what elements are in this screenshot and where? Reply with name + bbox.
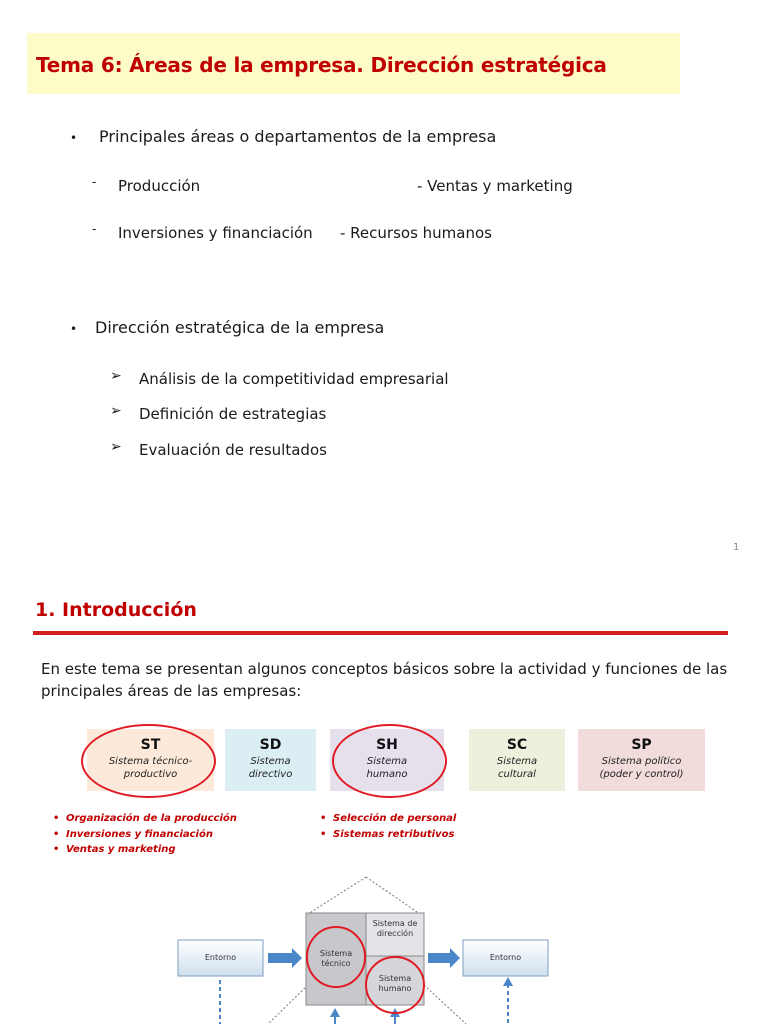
sistema-direccion-label: Sistema de dirección <box>372 919 418 938</box>
pyramid-outline <box>268 985 308 1024</box>
section-title: 1. Introducción <box>35 599 197 621</box>
sub-item-evaluacion: Evaluación de resultados <box>139 441 327 459</box>
system-desc: directivo <box>248 769 293 780</box>
system-code: SD <box>259 737 282 753</box>
area-inversiones: Inversiones y financiación <box>118 224 313 242</box>
area-rrhh: - Recursos humanos <box>340 224 492 242</box>
system-desc: Sistema técnico- <box>108 756 193 767</box>
system-desc: Sistema <box>496 756 538 767</box>
pyramid-outline <box>308 877 366 914</box>
slide1-title: Tema 6: Áreas de la empresa. Dirección estratégica <box>36 53 607 77</box>
bullet-direccion: Dirección estratégica de la empresa <box>95 318 385 337</box>
pyramid-outline <box>366 877 420 914</box>
system-desc: Sistema <box>250 756 291 767</box>
list-item: • Inversiones y financiación <box>53 828 213 840</box>
page-number: 1 <box>733 542 740 553</box>
bullet-dot-icon: • <box>70 322 78 336</box>
dash-icon: - <box>92 222 97 236</box>
area-produccion: Producción <box>118 177 201 195</box>
system-code: SC <box>506 737 528 753</box>
sub-item-estrategias: Definición de estrategias <box>139 405 327 423</box>
list-item: • Ventas y marketing <box>53 844 176 855</box>
system-desc: productivo <box>123 769 178 780</box>
sistema-humano-label: Sistema humano <box>378 974 412 993</box>
bullet-dot-icon: • <box>70 131 78 145</box>
arrow-right-icon <box>428 948 460 968</box>
system-desc: Sistema <box>366 756 408 767</box>
pyramid-outline <box>424 985 466 1024</box>
system-desc: humano <box>366 769 408 780</box>
arrow-bullet-icon: ➢ <box>110 439 122 455</box>
arrow-right-icon <box>268 948 302 968</box>
sistema-tecnico-label: Sistema técnico <box>319 949 353 968</box>
system-code: ST <box>140 737 161 753</box>
system-desc: cultural <box>498 769 536 780</box>
arrow-up-icon <box>330 1008 340 1017</box>
dash-icon: - <box>92 175 97 189</box>
sub-item-analisis: Análisis de la competitividad empresarial <box>139 370 449 388</box>
area-ventas: - Ventas y marketing <box>417 177 573 195</box>
system-code: SP <box>631 737 652 753</box>
entorno-left-label: Entorno <box>204 953 237 962</box>
arrow-bullet-icon: ➢ <box>110 403 122 419</box>
arrow-up-icon <box>503 977 513 986</box>
intro-paragraph: En este tema se presentan algunos conceptos básicos sobre la actividad y funciones de las principales áreas de las empresas: <box>41 660 728 700</box>
system-desc: Sistema político <box>601 756 682 767</box>
system-code: SH <box>376 737 398 753</box>
list-item: • Sistemas retributivos <box>320 828 455 840</box>
entorno-right-label: Entorno <box>489 953 522 962</box>
bullet-areas: Principales áreas o departamentos de la empresa <box>99 127 497 146</box>
list-item: • Organización de la producción <box>53 813 237 824</box>
system-desc: (poder y control) <box>599 769 684 780</box>
arrow-bullet-icon: ➢ <box>110 368 122 384</box>
list-item: • Selección de personal <box>320 813 457 824</box>
